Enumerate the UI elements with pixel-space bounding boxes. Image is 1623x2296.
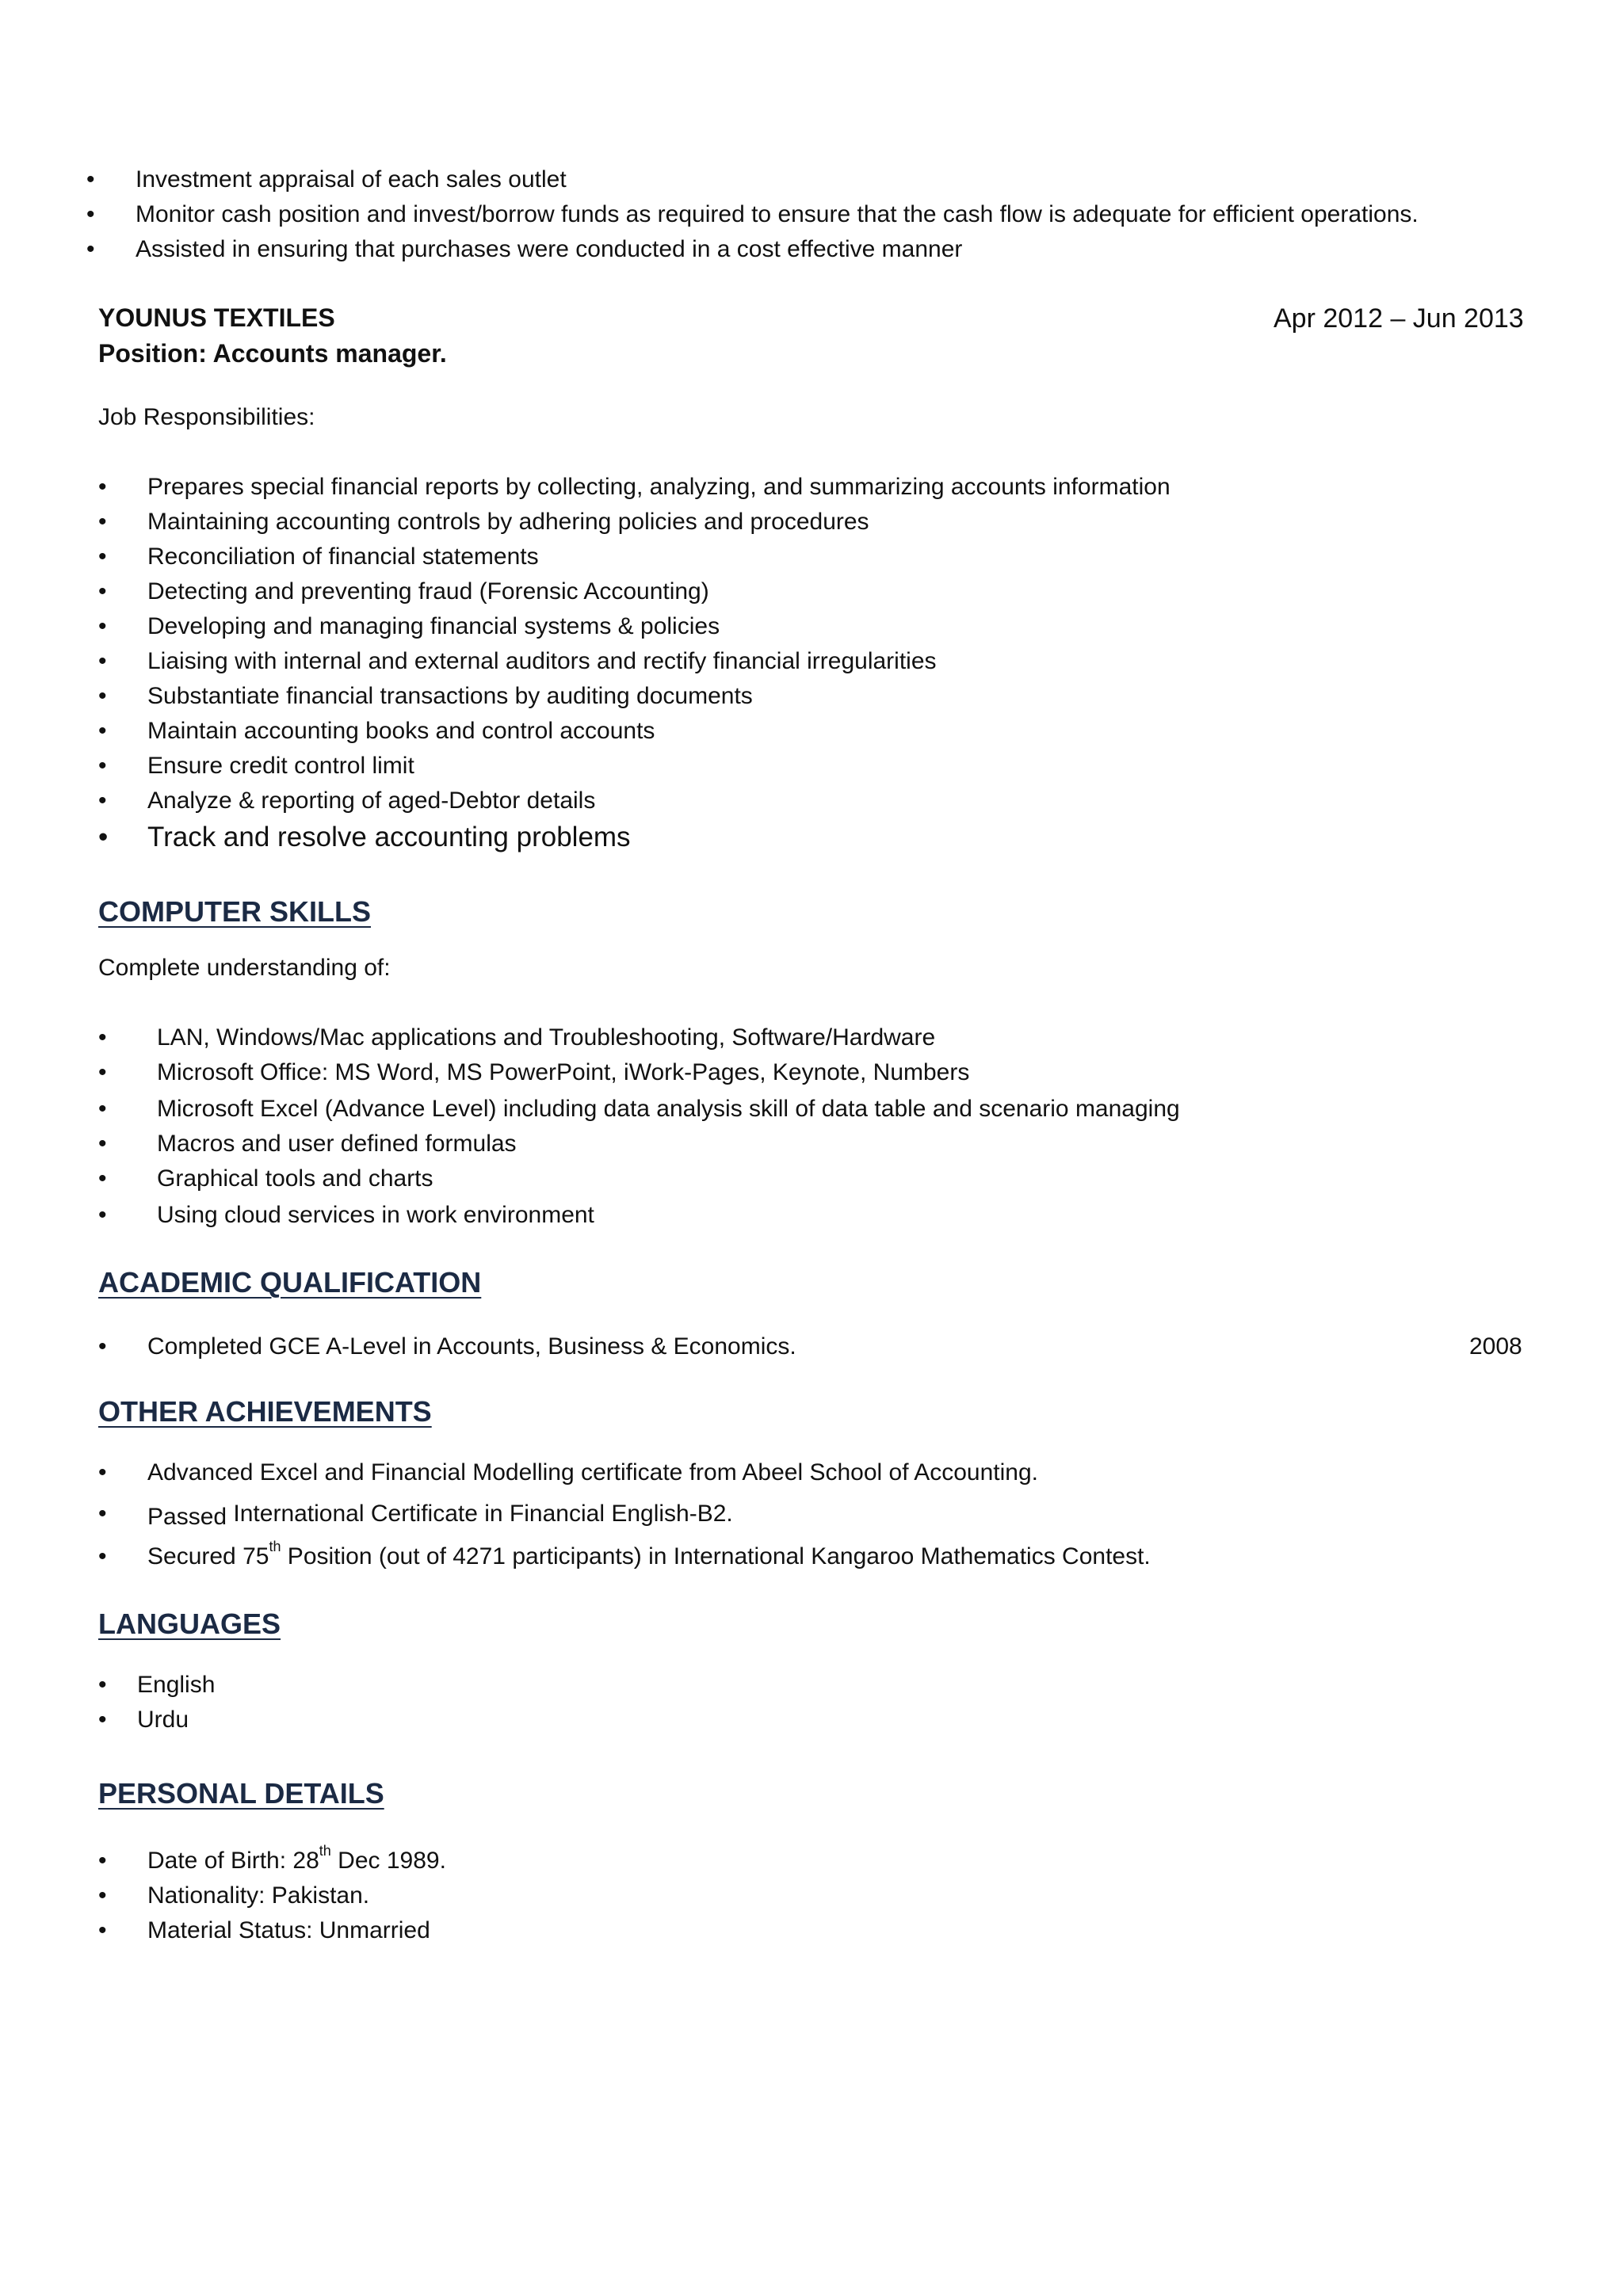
list-item: • English [137,1668,215,1703]
list-item: • Completed GCE A-Level in Accounts, Business & Economics. [147,1329,796,1364]
list-item: • Monitor cash position and invest/borrow funds as required to ensure that the cash flow is adequate for efficient operations. [136,197,1419,232]
list-item: • Analyze & reporting of aged-Debtor details [147,784,1170,818]
list-item: • Detecting and preventing fraud (Forensic Accounting) [147,574,1170,609]
bullet-icon: • [98,1096,107,1122]
list-item: • Date of Birth: 28th Dec 1989. [147,1844,446,1878]
list-item: • Reconciliation of financial statements [147,540,1170,574]
computer-skills-intro: Complete understanding of: [98,955,391,981]
achievements-heading: OTHER ACHIEVEMENTS [98,1395,432,1428]
company-name: YOUNUS TEXTILES [98,303,335,332]
list-item: • Advanced Excel and Financial Modelling certificate from Abeel School of Accounting. [147,1455,1151,1490]
list-item: • Nationality: Pakistan. [147,1878,446,1913]
bullet-icon: • [98,1501,107,1527]
bullet-icon: • [98,1543,107,1569]
bullet-icon: • [86,236,95,262]
list-item: • Using cloud services in work environment [157,1198,1180,1233]
bullet-icon: • [98,1882,107,1909]
bullet-icon: • [98,1059,107,1085]
list-item: • Secured 75th Position (out of 4271 participants) in International Kangaroo Mathematics Contest. [147,1539,1151,1574]
list-item: • Passed International Certificate in Financial English-B2. [147,1497,1151,1531]
list-item: • Ensure credit control limit [147,749,1170,784]
bullet-icon: • [98,753,107,779]
list-item: • LAN, Windows/Mac applications and Troubleshooting, Software/Hardware [157,1020,1180,1055]
list-item: • Maintaining accounting controls by adhering policies and procedures [147,505,1170,540]
bullet-icon: • [98,718,107,744]
bullet-icon: • [98,1202,107,1228]
bullet-icon: • [98,822,109,852]
bullet-icon: • [98,1917,107,1943]
bullet-icon: • [98,1131,107,1157]
list-item: • Microsoft Excel (Advance Level) including data analysis skill of data table and scenario managing [157,1092,1180,1127]
bullet-icon: • [98,1024,107,1051]
list-item: • Substantiate financial transactions by auditing documents [147,679,1170,714]
list-item: • Microsoft Office: MS Word, MS PowerPoint, iWork-Pages, Keynote, Numbers [157,1055,1180,1090]
bullet-icon: • [98,1848,107,1874]
bullet-icon: • [98,1672,107,1698]
top-bullet-list [86,162,1419,267]
academic-heading: ACADEMIC QUALIFICATION [98,1266,482,1299]
computer-skills-heading: COMPUTER SKILLS [98,895,372,928]
bullet-icon: • [98,543,107,570]
languages-list [98,1668,216,1737]
bullet-icon: • [98,1459,107,1486]
list-item: • Developing and managing financial systems & policies [147,609,1170,644]
list-item: • Macros and user defined formulas [157,1127,1180,1161]
list-item: • Prepares special financial reports by collecting, analyzing, and summarizing accounts information [147,470,1170,505]
responsibilities-list [98,470,1170,855]
bullet-icon: • [98,474,107,500]
bullet-icon: • [98,788,107,814]
bullet-icon: • [98,509,107,535]
bullet-icon: • [98,1333,107,1360]
bullet-icon: • [86,166,95,193]
bullet-icon: • [98,578,107,605]
bullet-icon: • [98,613,107,639]
bullet-icon: • [86,201,95,227]
responsibilities-label: Job Responsibilities: [98,404,315,430]
list-item: • Liaising with internal and external auditors and rectify financial irregularities [147,644,1170,679]
academic-year: 2008 [1469,1333,1522,1360]
list-item: • Investment appraisal of each sales outlet [136,162,1419,197]
bullet-icon: • [98,648,107,674]
academic-list [98,1329,796,1364]
list-item: • Maintain accounting books and control accounts [147,714,1170,749]
personal-heading: PERSONAL DETAILS [98,1777,384,1810]
personal-list [98,1843,446,1948]
bullet-icon: • [98,1165,107,1192]
list-item: • Graphical tools and charts [157,1161,1180,1196]
list-item: • Assisted in ensuring that purchases were conducted in a cost effective manner [136,232,1419,267]
list-item: • Material Status: Unmarried [147,1913,446,1948]
employment-dates: Apr 2012 – Jun 2013 [1274,303,1524,334]
languages-heading: LANGUAGES [98,1608,281,1640]
bullet-icon: • [98,1707,107,1733]
computer-skills-list [98,1020,1180,1233]
list-item: • Track and resolve accounting problems [147,820,1170,855]
position-title: Position: Accounts manager. [98,339,447,368]
list-item: • Urdu [137,1703,215,1737]
bullet-icon: • [98,683,107,709]
achievements-list [98,1455,1151,1574]
